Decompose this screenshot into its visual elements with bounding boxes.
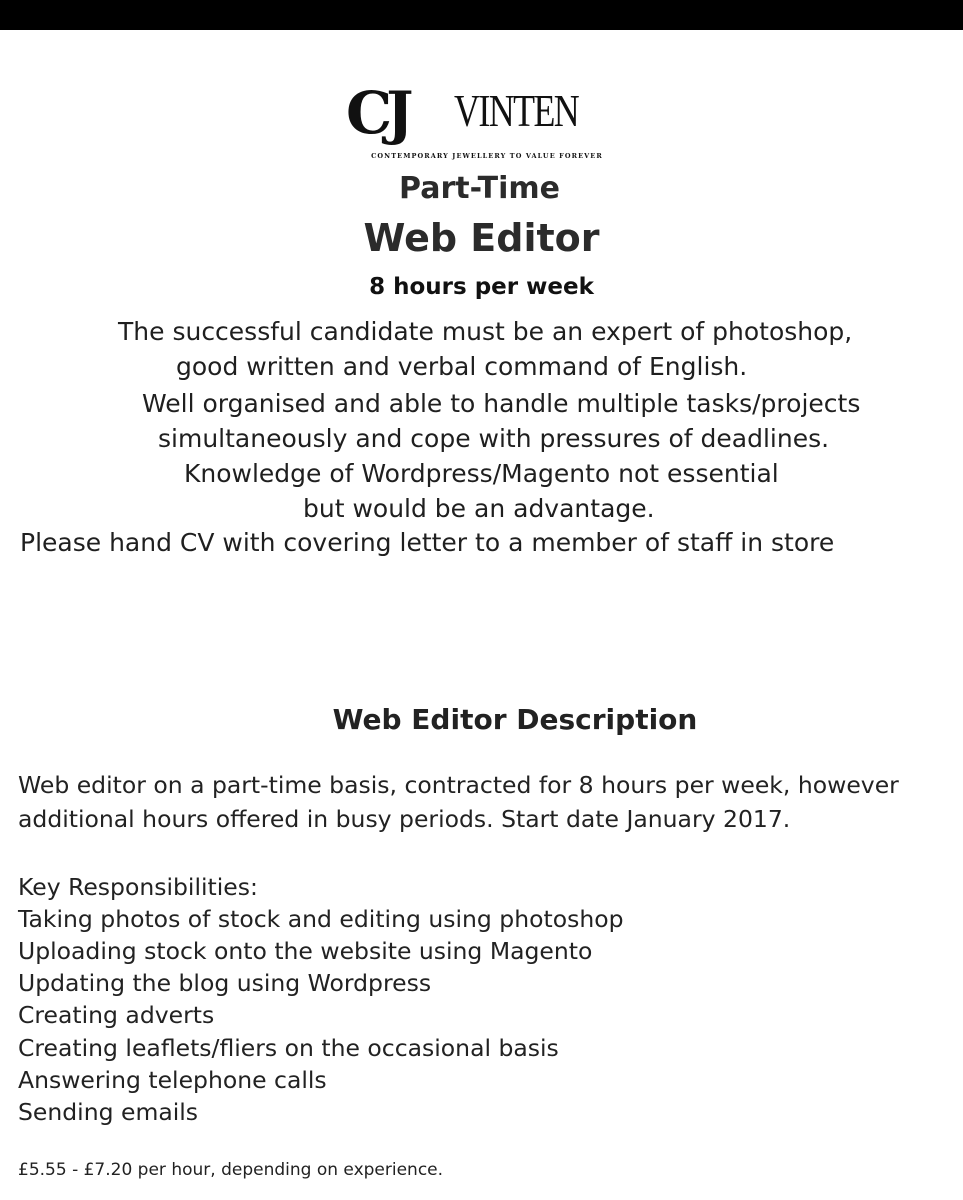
logo-mark: CJ bbox=[346, 79, 408, 147]
advert-line-apply: Please hand CV with covering letter to a member of staff in store bbox=[20, 528, 835, 557]
responsibilities-heading: Key Responsibilities: bbox=[18, 873, 258, 901]
responsibility-item: Uploading stock onto the website using Magento bbox=[18, 937, 593, 965]
responsibility-item: Answering telephone calls bbox=[18, 1066, 327, 1094]
responsibility-item: Sending emails bbox=[18, 1098, 199, 1126]
responsibility-item: Creating leaflets/fliers on the occasional basis bbox=[18, 1034, 559, 1062]
responsibility-item: Creating adverts bbox=[18, 1001, 215, 1029]
top-border-bar bbox=[0, 0, 963, 30]
responsibility-item: Updating the blog using Wordpress bbox=[18, 969, 432, 997]
advert-line: simultaneously and cope with pressures of deadlines. bbox=[158, 424, 830, 453]
advert-line: Knowledge of Wordpress/Magento not essential bbox=[184, 459, 779, 488]
job-title: Web Editor bbox=[363, 216, 600, 260]
hours-per-week: 8 hours per week bbox=[369, 274, 594, 300]
advert-line: The successful candidate must be an expert of photoshop, bbox=[118, 317, 853, 346]
intro-line: Web editor on a part-time basis, contracted for 8 hours per week, however bbox=[18, 771, 899, 799]
advert-line: but would be an advantage. bbox=[303, 494, 655, 523]
pay-rate: £5.55 - £7.20 per hour, depending on experience. bbox=[18, 1160, 444, 1180]
responsibility-item: Taking photos of stock and editing using photoshop bbox=[18, 905, 624, 933]
employment-type: Part-Time bbox=[399, 171, 560, 206]
intro-line: additional hours offered in busy periods. Start date January 2017. bbox=[18, 805, 791, 833]
logo-wordmark: VINTEN bbox=[454, 85, 579, 136]
description-heading: Web Editor Description bbox=[332, 703, 698, 736]
logo-tagline: CONTEMPORARY JEWELLERY TO VALUE FOREVER bbox=[371, 152, 603, 160]
advert-line: Well organised and able to handle multiple tasks/projects bbox=[142, 389, 861, 418]
cj-vinten-logo bbox=[346, 79, 626, 164]
advert-line: good written and verbal command of English. bbox=[176, 352, 748, 381]
